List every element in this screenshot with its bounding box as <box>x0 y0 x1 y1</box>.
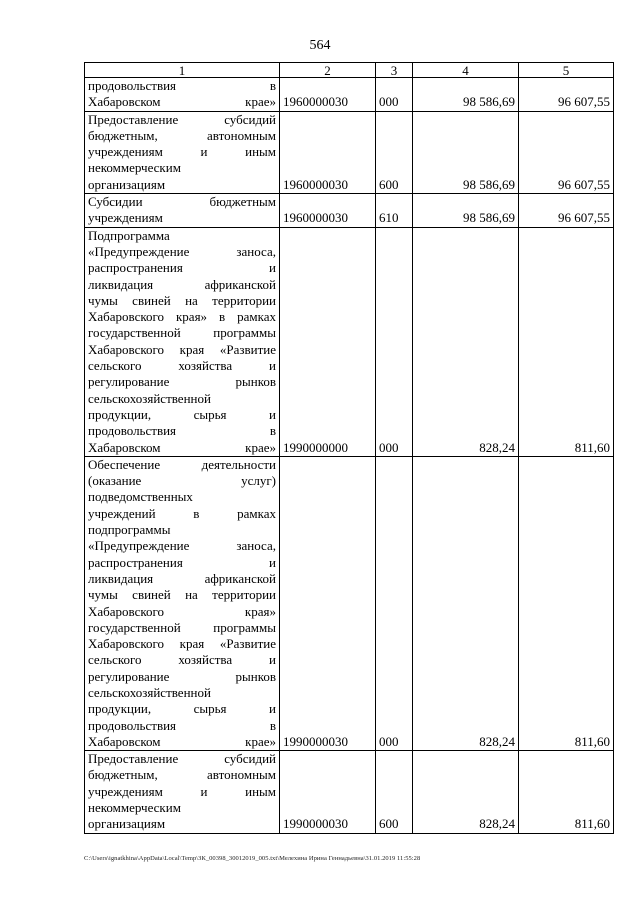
row-name-line: государственной программы <box>88 325 276 341</box>
budget-table <box>84 62 614 834</box>
row-type-cell: 000 <box>376 78 413 112</box>
row-name-line: продовольствия в <box>88 717 276 733</box>
row-name-cell <box>85 194 280 228</box>
row-name-line: «Предупреждение заноса, <box>88 243 276 259</box>
row-name-line: чумы свиней на территории <box>88 587 276 603</box>
row-code-cell: 1990000030 <box>280 751 376 833</box>
header-row <box>85 63 614 78</box>
row-name-line: сельского хозяйства и <box>88 652 276 668</box>
table-row <box>85 456 614 750</box>
row-value-2-cell: 96 607,55 <box>519 111 614 193</box>
table-row <box>85 78 614 112</box>
row-name-line: регулирование рынков <box>88 374 276 390</box>
row-name-line: некоммерческим <box>88 800 181 816</box>
row-type-cell: 000 <box>376 456 413 750</box>
row-value-2-cell: 811,60 <box>519 456 614 750</box>
row-name-line: сельского хозяйства и <box>88 358 276 374</box>
row-name-cell <box>85 751 280 833</box>
row-value-1-cell: 828,24 <box>413 456 519 750</box>
row-name-line: Хабаровском крае» <box>88 733 276 749</box>
column-header: 4 <box>413 63 519 78</box>
row-name-line: Хабаровского края «Развитие <box>88 341 276 357</box>
row-name-line: распространения и <box>88 260 276 276</box>
row-name-line: подведомственных <box>88 489 193 505</box>
row-value-1-cell: 98 586,69 <box>413 194 519 228</box>
row-name-line: организациям <box>88 816 166 832</box>
row-name-line: Хабаровского края» <box>88 603 276 619</box>
page-number: 564 <box>309 38 331 53</box>
row-name-line: (оказание услуг) <box>88 473 276 489</box>
row-type-cell: 600 <box>376 111 413 193</box>
row-name-line: государственной программы <box>88 619 276 635</box>
column-header: 3 <box>376 63 413 78</box>
row-name-line: продукции, сырья и <box>88 406 276 422</box>
row-name-line: Подпрограмма <box>88 227 170 243</box>
table-row <box>85 194 614 228</box>
row-name-line: бюджетным, автономным <box>88 127 276 143</box>
row-name-line: продовольствия в <box>88 78 276 93</box>
row-value-2-cell: 811,60 <box>519 751 614 833</box>
row-code-cell: 1990000000 <box>280 227 376 456</box>
row-code-cell: 1990000030 <box>280 456 376 750</box>
row-name-line: учреждениям и иным <box>88 783 276 799</box>
table-row <box>85 751 614 833</box>
row-name-line: Предоставление субсидий <box>88 111 276 127</box>
row-name-cell <box>85 111 280 193</box>
row-name-line: некоммерческим <box>88 160 181 176</box>
column-header: 5 <box>519 63 614 78</box>
row-name-line: Хабаровском крае» <box>88 439 276 455</box>
row-value-2-cell: 811,60 <box>519 227 614 456</box>
row-name-line: подпрограммы <box>88 522 171 538</box>
row-name-line: сельскохозяйственной <box>88 684 211 700</box>
row-value-2-cell: 96 607,55 <box>519 194 614 228</box>
row-value-1-cell: 98 586,69 <box>413 111 519 193</box>
table-body <box>85 78 614 834</box>
row-name-line: организациям <box>88 176 166 192</box>
table-row <box>85 227 614 456</box>
row-name-line: чумы свиней на территории <box>88 292 276 308</box>
row-type-cell: 600 <box>376 751 413 833</box>
row-name-line: распространения и <box>88 554 276 570</box>
row-value-1-cell: 828,24 <box>413 751 519 833</box>
row-name-line: ликвидация африканской <box>88 570 276 586</box>
row-name-line: Субсидии бюджетным <box>88 194 276 210</box>
table-row <box>85 111 614 193</box>
row-name-line: продукции, сырья и <box>88 701 276 717</box>
row-name-line: Предоставление субсидий <box>88 751 276 767</box>
row-name-cell <box>85 227 280 456</box>
row-name-line: «Предупреждение заноса, <box>88 538 276 554</box>
row-name-line: Хабаровского края» в рамках <box>88 309 276 325</box>
row-type-cell: 610 <box>376 194 413 228</box>
row-name-line: бюджетным, автономным <box>88 767 276 783</box>
file-path-footer: C:\Users\ignatkhina\AppData\Local\Temp\ЗК_00398_30012019_005.txt\Мелехина Ирина Геннадьевна\31.01.2019 11:55:28 <box>84 855 421 862</box>
row-name-cell <box>85 78 280 112</box>
row-name-line: Хабаровском крае» <box>88 94 276 110</box>
row-name-line: Обеспечение деятельности <box>88 456 276 472</box>
row-type-cell: 000 <box>376 227 413 456</box>
row-name-line: регулирование рынков <box>88 668 276 684</box>
row-value-2-cell: 96 607,55 <box>519 78 614 112</box>
row-name-line: продовольствия в <box>88 423 276 439</box>
row-code-cell: 1960000030 <box>280 111 376 193</box>
row-name-cell <box>85 456 280 750</box>
row-name-line: сельскохозяйственной <box>88 390 211 406</box>
column-header: 1 <box>85 63 280 78</box>
row-code-cell: 1960000030 <box>280 78 376 112</box>
row-name-line: ликвидация африканской <box>88 276 276 292</box>
row-name-line: учреждений в рамках <box>88 505 276 521</box>
row-code-cell: 1960000030 <box>280 194 376 228</box>
row-name-line: учреждениям <box>88 210 163 226</box>
row-value-1-cell: 98 586,69 <box>413 78 519 112</box>
row-name-line: Хабаровского края «Развитие <box>88 636 276 652</box>
row-name-line: учреждениям и иным <box>88 144 276 160</box>
column-header: 2 <box>280 63 376 78</box>
row-value-1-cell: 828,24 <box>413 227 519 456</box>
